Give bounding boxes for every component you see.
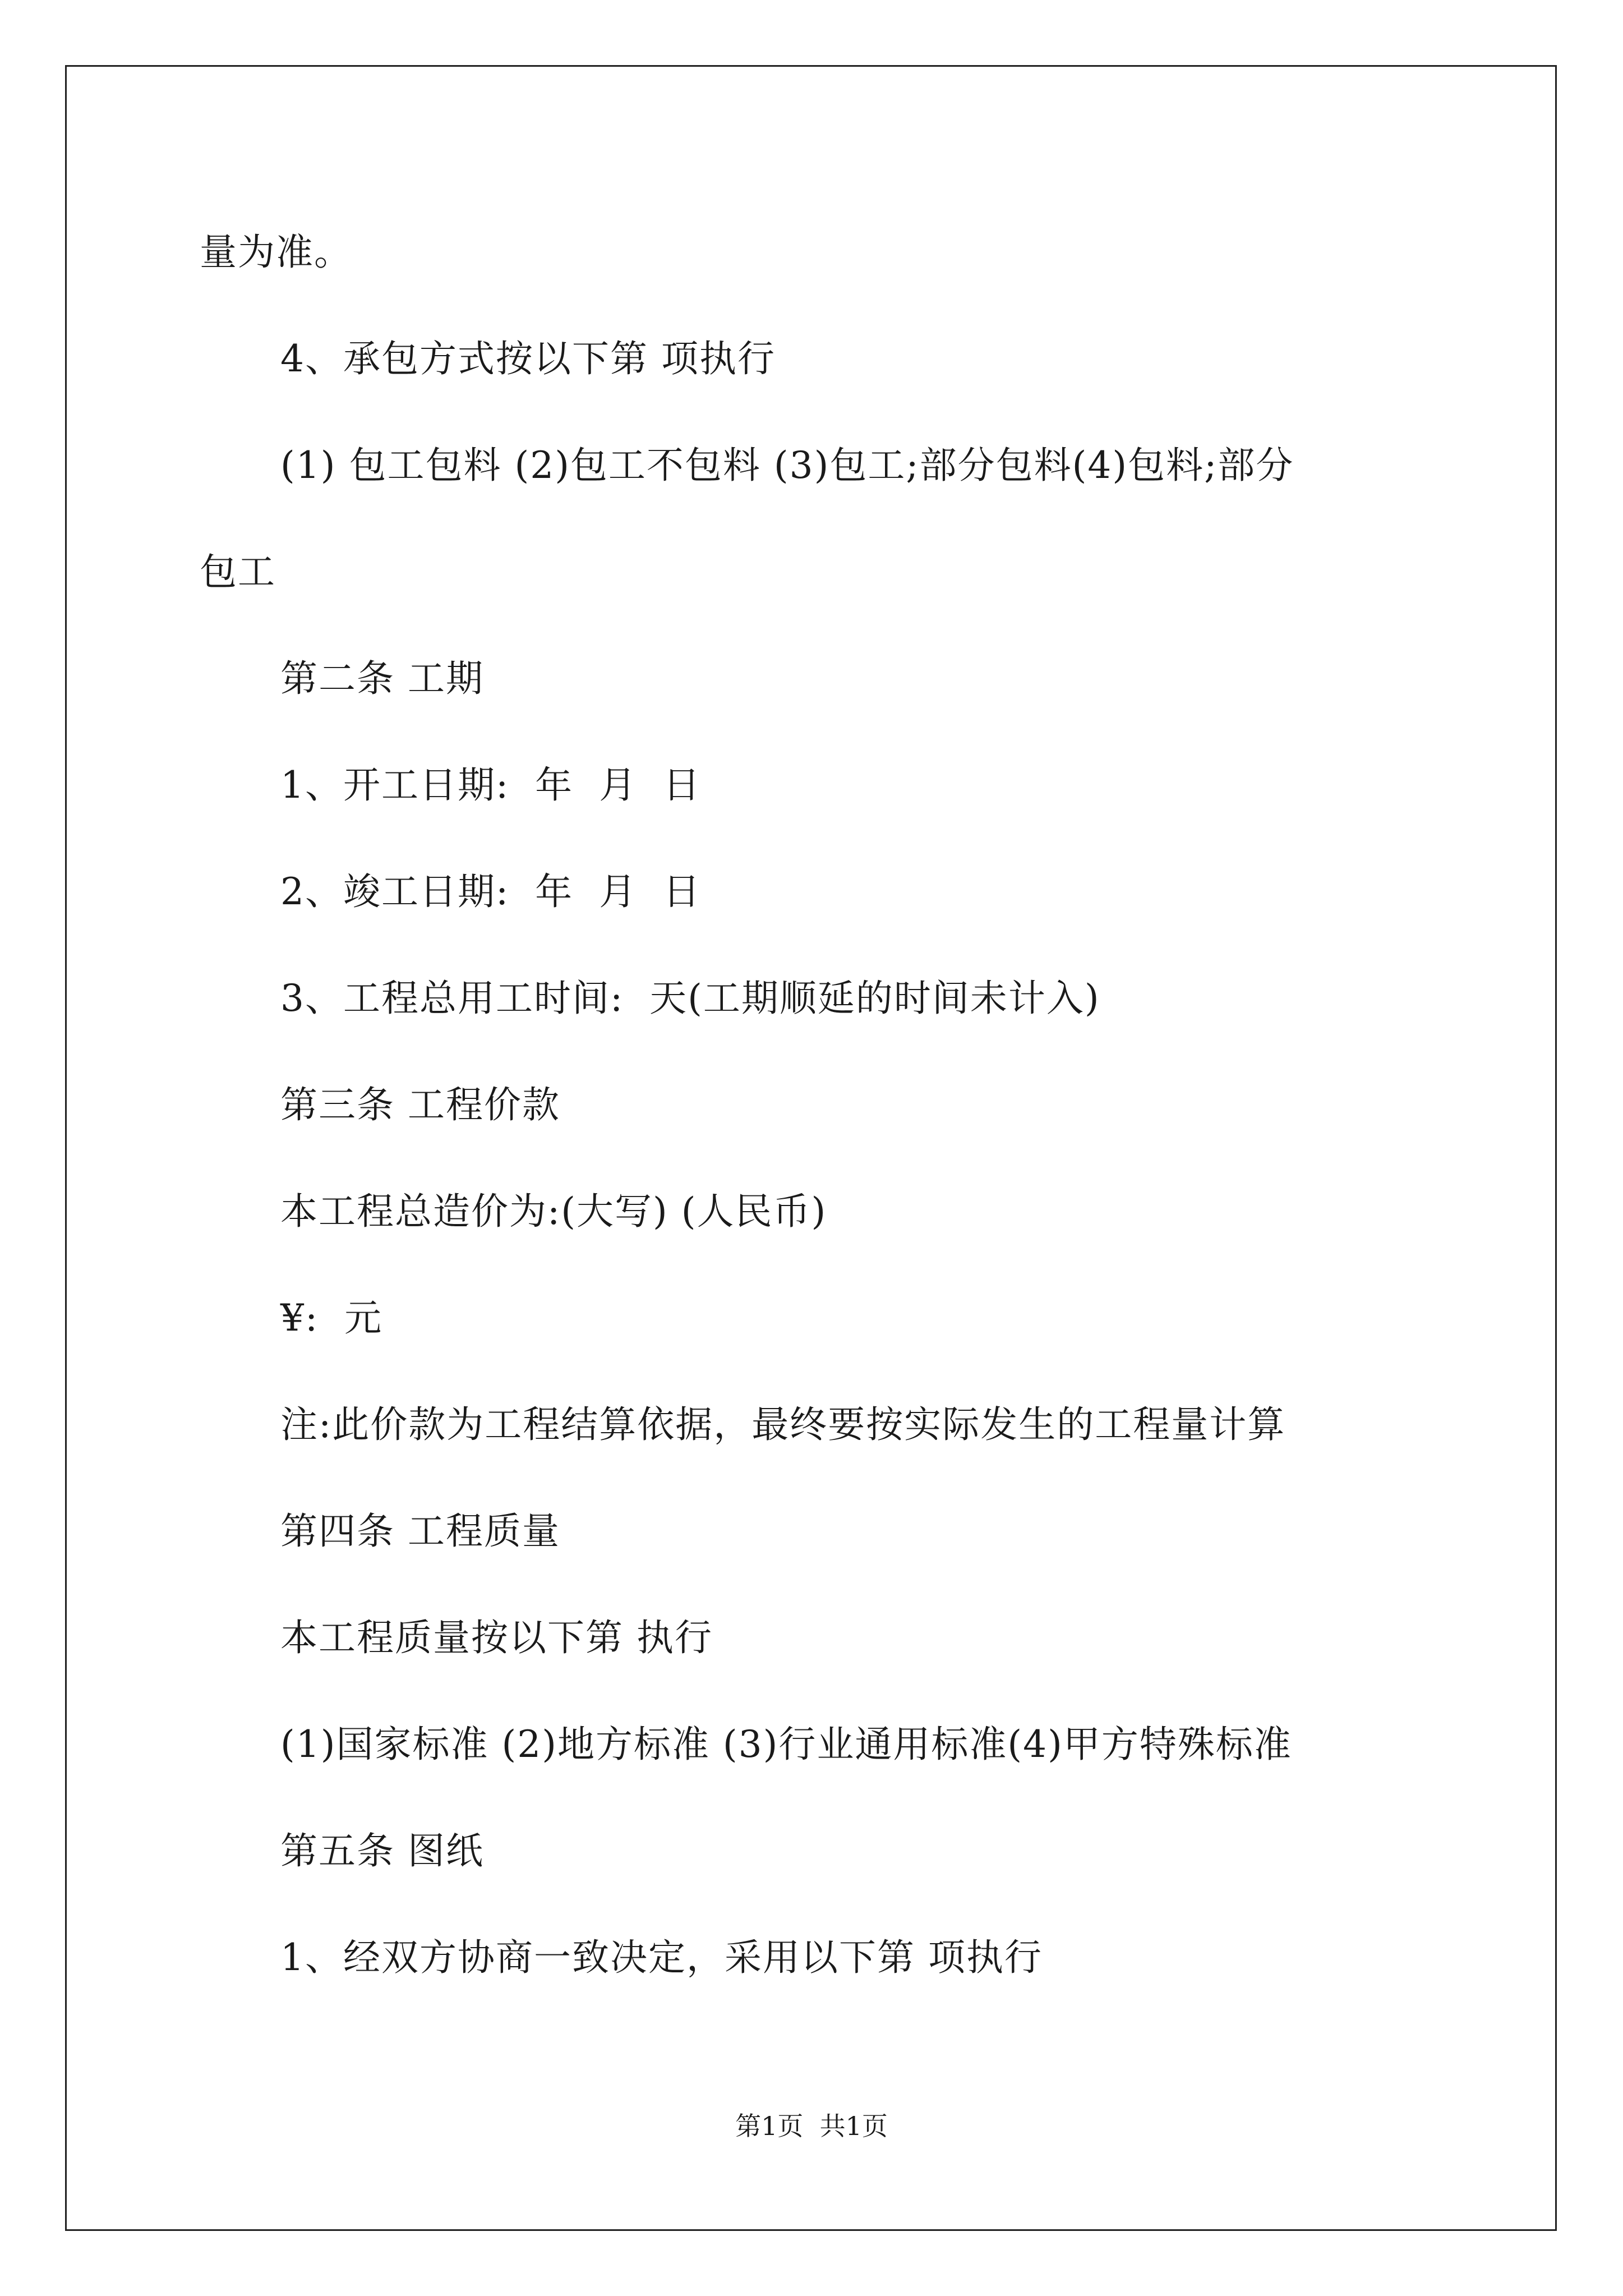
text-line-17: 1、经双方协商一致决定，采用以下第 项执行 bbox=[280, 1936, 1043, 1979]
text-line-4: 包工 bbox=[200, 550, 276, 593]
text-line-14: 本工程质量按以下第 执行 bbox=[280, 1616, 713, 1659]
text-line-7: 2、竣工日期: 年 月 日 bbox=[280, 870, 702, 913]
text-line-2: 4、承包方式按以下第 项执行 bbox=[280, 337, 776, 380]
text-line-6: 1、开工日期: 年 月 日 bbox=[280, 763, 702, 807]
section-heading-4: 第四条 工程质量 bbox=[280, 1510, 560, 1553]
text-line-8: 3、工程总用工时间: 天(工期顺延的时间未计入) bbox=[280, 977, 1100, 1020]
page-border bbox=[65, 65, 1557, 2231]
text-line-10: 本工程总造价为:(大写) (人民币) bbox=[280, 1190, 827, 1233]
section-heading-5: 第五条 图纸 bbox=[280, 1829, 484, 1872]
text-line-3: (1) 包工包料 (2)包工不包料 (3)包工;部分包料(4)包料;部分 bbox=[280, 444, 1294, 487]
text-line-1: 量为准。 bbox=[200, 231, 352, 274]
section-heading-3: 第三条 工程价款 bbox=[280, 1083, 560, 1126]
text-line-15: (1)国家标准 (2)地方标准 (3)行业通用标准(4)甲方特殊标准 bbox=[280, 1723, 1292, 1766]
text-line-11: ¥: 元 bbox=[280, 1296, 383, 1340]
text-line-12: 注:此价款为工程结算依据，最终要按实际发生的工程量计算 bbox=[280, 1403, 1286, 1446]
section-heading-2: 第二条 工期 bbox=[280, 657, 484, 700]
page-footer: 第1页 共1页 bbox=[735, 2111, 888, 2141]
